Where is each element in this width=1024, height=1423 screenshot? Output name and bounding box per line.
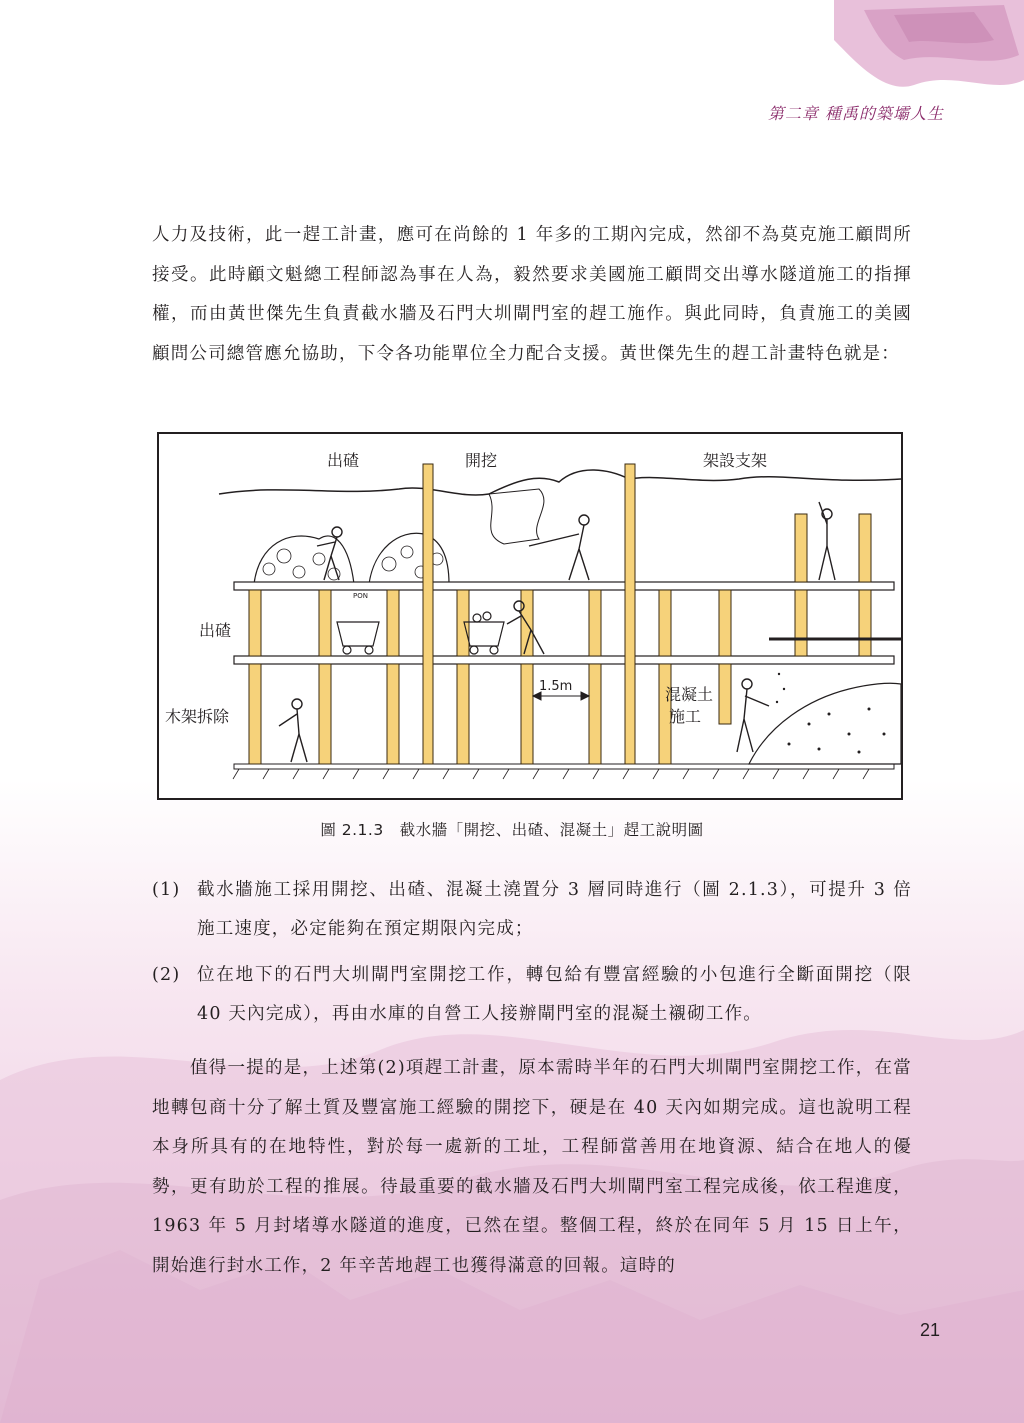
- label-concrete-line2: 施工: [669, 707, 702, 726]
- construction-figure: [157, 432, 903, 800]
- label-cart-text: PON: [353, 592, 368, 600]
- label-mid-left: 出碴: [199, 621, 232, 640]
- concrete-pile: [749, 683, 901, 764]
- rock-ceiling-line: [219, 470, 901, 495]
- ore-cart-right: [464, 612, 504, 654]
- label-top-middle: 開挖: [465, 451, 498, 470]
- worker-figures: [279, 502, 835, 762]
- chapter-header: 第二章 種禹的築壩人生: [767, 104, 944, 123]
- corner-rock-decoration: [794, 0, 1024, 110]
- ore-cart-left: [337, 622, 379, 654]
- rubble-pile-right: [369, 533, 449, 584]
- label-concrete-line1: 混凝土: [665, 685, 714, 704]
- page-number: 21: [920, 1320, 941, 1340]
- label-top-left: 出碴: [327, 451, 360, 470]
- figure-illustration: [159, 434, 901, 798]
- ground-hatching: [233, 769, 869, 779]
- label-top-right: 架設支架: [703, 451, 768, 470]
- timber-posts: [249, 464, 871, 764]
- list-item-text: 位在地下的石門大圳閘門室開挖工作，轉包給有豐富經驗的小包進行全斷面開挖（限 40 天內完成），再由水庫的自營工人接辦閘門室的混凝土襯砌工作。: [197, 965, 912, 1024]
- list-item-number: (2): [152, 965, 181, 985]
- label-spacing: 1.5m: [539, 679, 573, 694]
- excavation-face: [489, 489, 544, 544]
- list-item-text: 截水牆施工採用開挖、出碴、混凝土澆置分 3 層同時進行（圖 2.1.3），可提升 3 倍施工速度，必定能夠在預定期限內完成；: [197, 880, 912, 939]
- list-item-number: (1): [152, 880, 181, 900]
- figure-caption: 圖 2.1.3 截水牆「開挖、出碴、混凝土」趕工說明圖: [320, 821, 704, 839]
- label-bottom-left: 木架拆除: [165, 707, 230, 726]
- body-paragraph-2: 值得一提的是，上述第(2)項趕工計畫，原本需時半年的石門大圳閘門室開挖工作，在當地轉包商十分了解土質及豐富施工經驗的開挖下，硬是在 40 天內如期完成。這也說明工程本身所具有的在地特性，對於每一處新的工址，工程師當善用在地資源、結合在地人的優勢，更有助於工程的推展。待最重要的截水牆及石門大圳閘門室工程完成後，依工程進度，1963 年 5 月封堵導水隧道的進度，已然在望。整個工程，終於在同年 5 月 15 日上午，開始進行封水工作，2 年辛苦地趕工也獲得滿意的回報。這時的: [152, 1058, 912, 1276]
- body-paragraph-1: 人力及技術，此一趕工計畫，應可在尚餘的 1 年多的工期內完成，然卻不為莫克施工顧問所接受。此時顧文魁總工程師認為事在人為，毅然要求美國施工顧問交出導水隧道施工的指揮權，而由黃世傑先生負責截水牆及石門大圳閘門室的趕工施作。與此同時，負責施工的美國顧問公司總管應允協助，下令各功能單位全力配合支援。黃世傑先生的趕工計畫特色就是：: [152, 225, 912, 364]
